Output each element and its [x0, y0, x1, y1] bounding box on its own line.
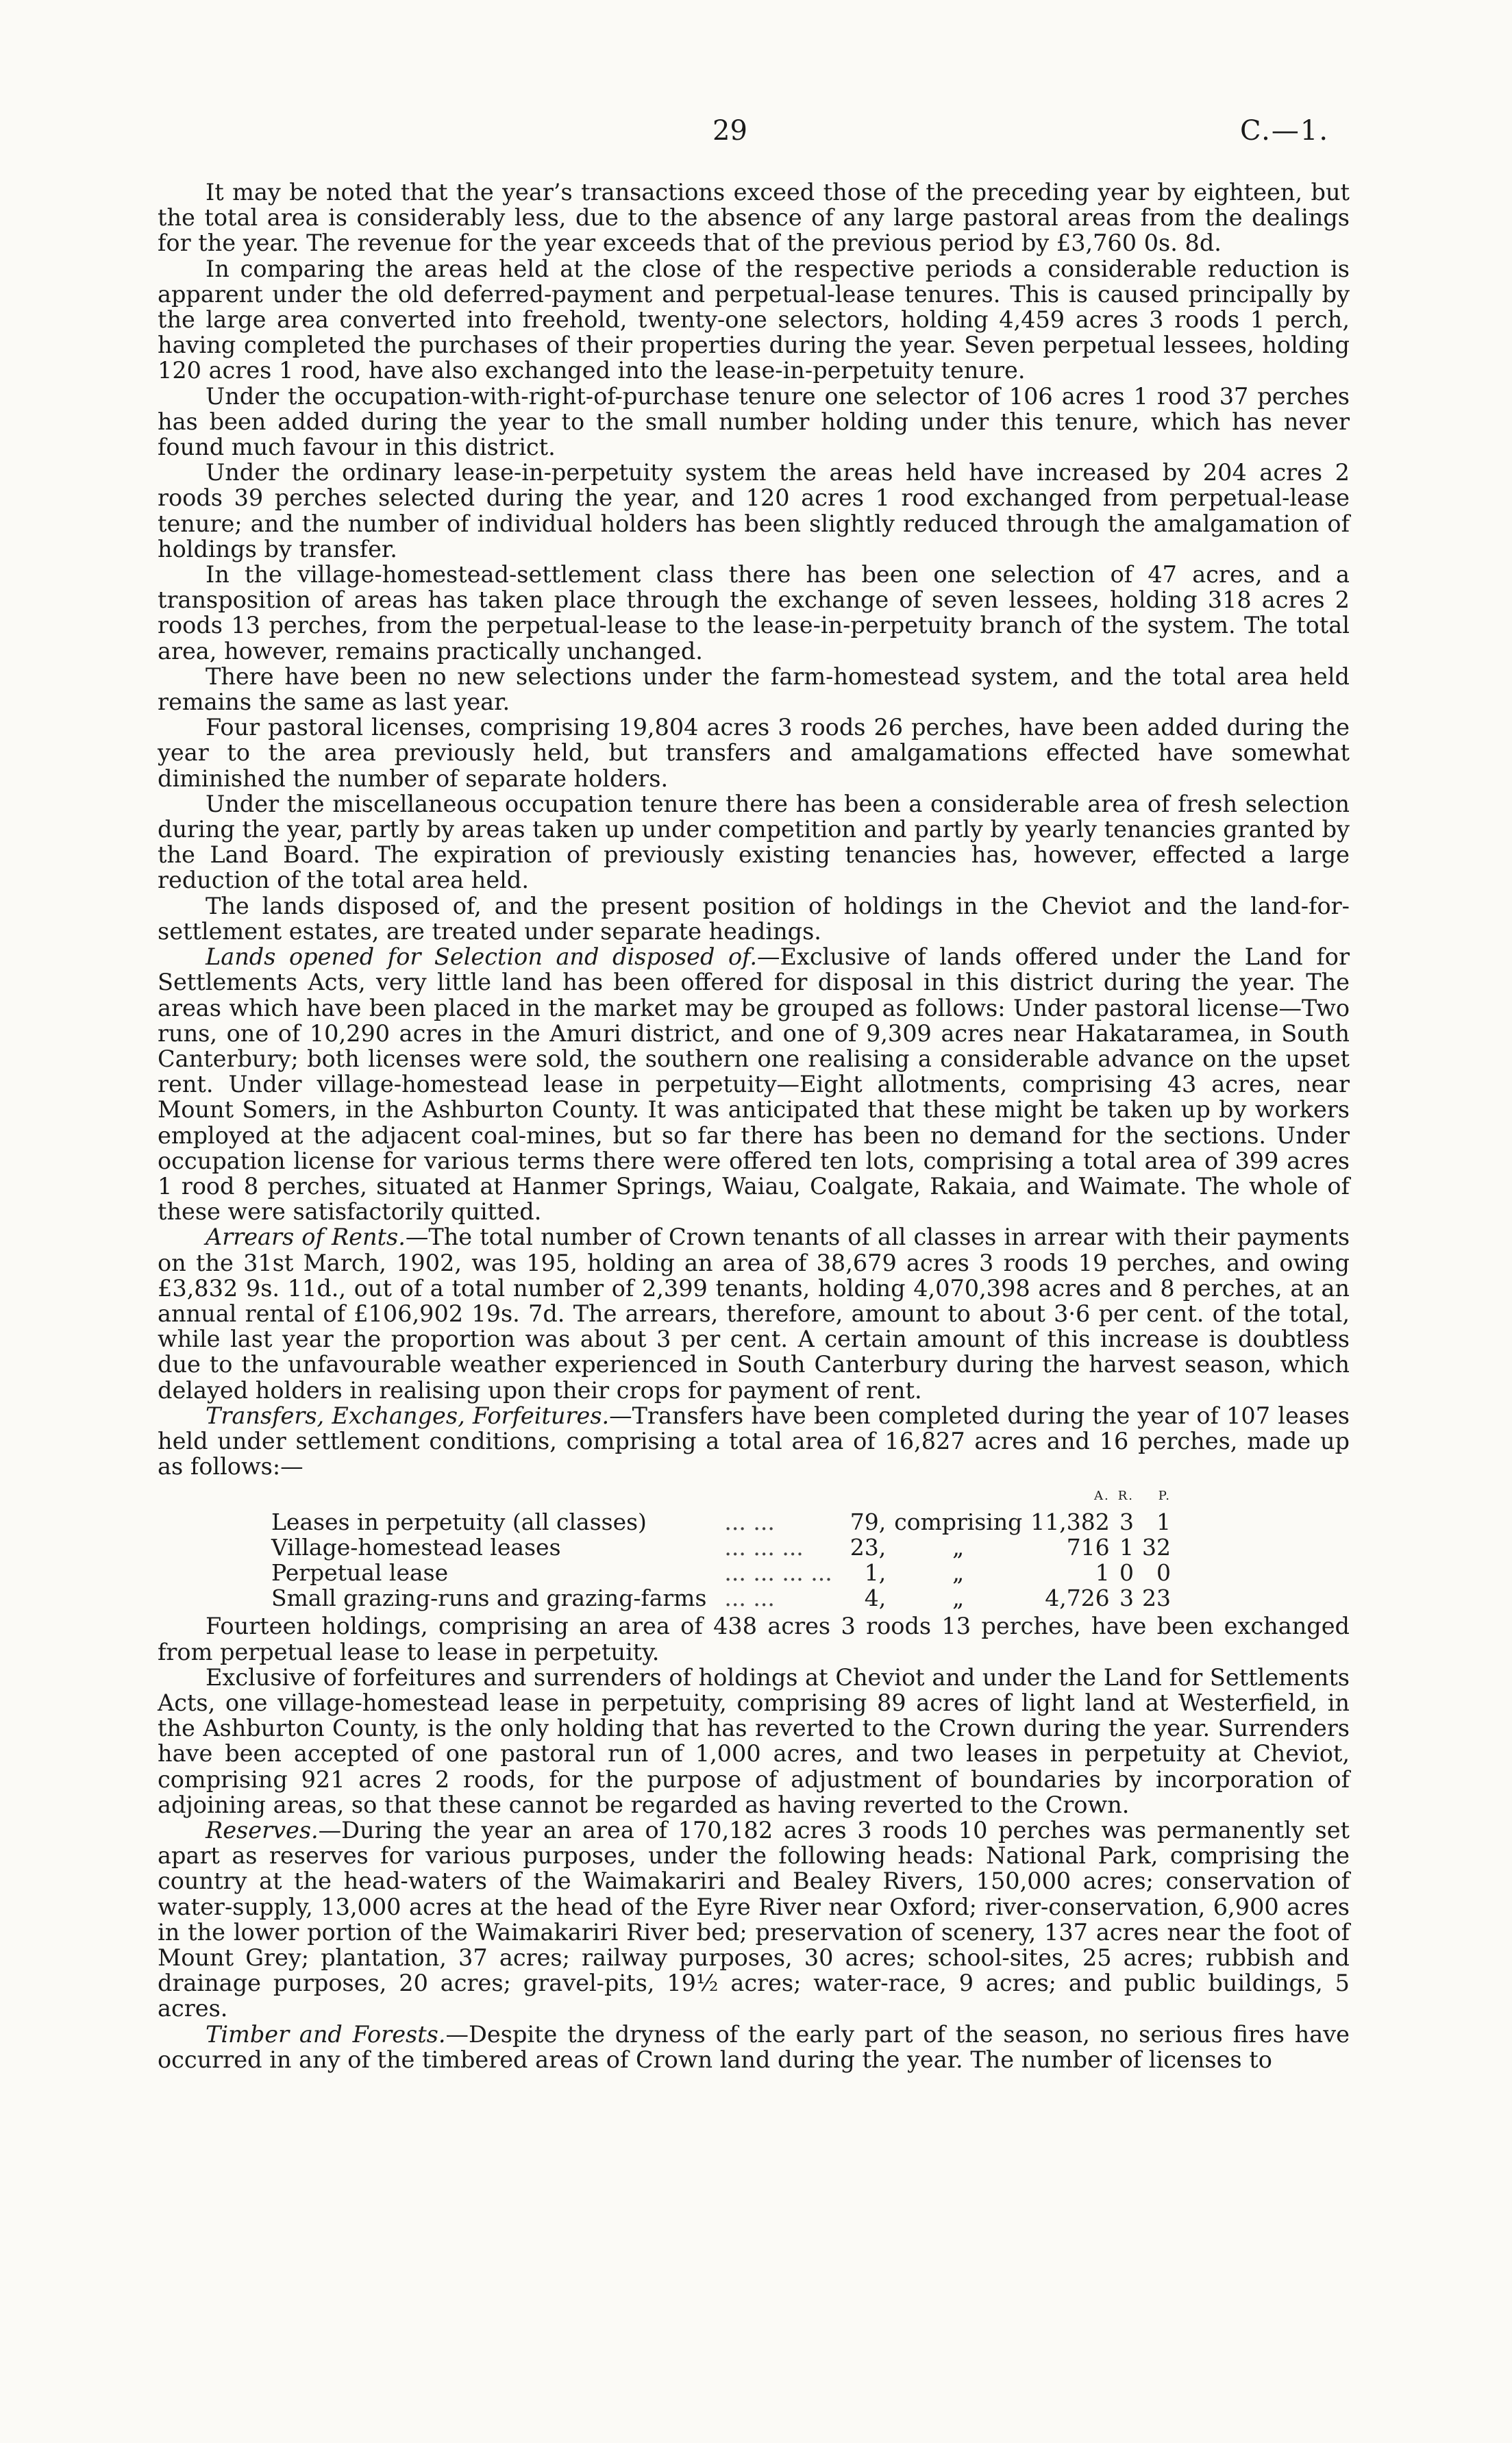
paragraph: There have been no new selections under the farm-homestead system, and the total area held remains the same as last year.	[158, 662, 1350, 716]
paragraph: The lands disposed of, and the present position of holdings in the Cheviot and the land-for-settlement estates, are treated under separate headings.	[158, 892, 1350, 945]
section-text: —Despite the dryness of the early part of the season, no serious fires have occurred in any of the timbered areas of Crown land during the year. The number of licenses to	[158, 2020, 1350, 2073]
row-acres: 11,382	[1030, 1508, 1110, 1535]
paragraph: In the village-homestead-settlement class there has been one selection of 47 acres, and a transposition of areas has taken place through the exchange of seven lessees, holding 318 acres 2 roods 13 perches, from the perpetual-lease to the lease-in-perpetuity branch of the system. The total area, however, remains practically unchanged.	[158, 561, 1350, 665]
row-acres: 716	[1066, 1533, 1110, 1561]
table-row	[267, 1585, 1175, 1611]
leader-dots: ... ... ...	[724, 1533, 804, 1561]
paragraph: Exclusive of forfeitures and surrenders of holdings at Cheviot and under the Land for Settlements Acts, one village-homestead lease in perpetuity, comprising 89 acres of light land at Westerfield, in the Ashburton County, is the only holding that has reverted to the Crown during the year. Surrenders have been accepted of one pastoral run of 1,000 acres, and two leases in perpetuity at Cheviot, comprising 921 acres 2 roods, for the purpose of adjustment of boundaries by incorporation of adjoining areas, so that these cannot be regarded as having reverted to the Crown.	[158, 1663, 1350, 1818]
paragraph: Under the miscellaneous occupation tenure there has been a considerable area of fresh selection during the year, partly by areas taken up under competition and partly by yearly tenancies granted by the Land Board. The expiration of previously existing tenancies has, however, effected a large reduction of the total area held.	[158, 790, 1350, 894]
row-count: 4,	[864, 1585, 887, 1612]
column-acres: A.	[1093, 1489, 1110, 1504]
document-reference: C.—1.	[1240, 115, 1330, 147]
section-text: —Exclusive of lands offered under the Land for Settlements Acts, very little land has been offered for disposal in this district during the year. The areas which have been placed in the market may be grouped as follows: Under pastoral license—Two runs, one of 10,290 acres in the Amuri district, and one of 9,309 acres near Hakataramea, in South Canterbury; both licenses were sold, the southern one realising a considerable advance on the upset rent. Under village-homestead lease in perpetuity—Eight allotments, comprising 43 acres, near Mount Somers, in the Ashburton County. It was anticipated that these might be taken up by workers employed at the adjacent coal-mines, but so far there has been no demand for the sections. Under occupation license for various terms there were offered ten lots, comprising a total area of 399 acres 1 rood 8 perches, situated at Hanmer Springs, Waiau, Coalgate, Rakaia, and Waimate. The whole of these were satisfactorily quitted.	[158, 943, 1350, 1226]
column-perches: P.	[1158, 1489, 1171, 1504]
section-text: —The total number of Crown tenants of all classes in arrear with their payments on the 31st March, 1902, was 195, holding an area of 38,679 acres 3 roods 19 perches, and owing £3,832 9s. 11d., out of a total number of 2,399 tenants, holding 4,070,398 acres and 8 perches, at an annual rental of £106,902 19s. 7d. The arrears, therefore, amount to about 3·6 per cent. of the total, while last year the proportion was about 3 per cent. A certain amount of this increase is doubtless due to the unfavourable weather experienced in South Canterbury during the harvest season, which delayed holders in realising upon their crops for payment of rent.	[158, 1224, 1350, 1404]
row-ditto: „	[952, 1585, 965, 1612]
section-heading: Lands opened for Selection and disposed of.	[206, 943, 757, 971]
lease-transfer-table	[267, 1483, 1175, 1611]
table-row	[267, 1560, 1175, 1585]
paragraph: In comparing the areas held at the close of the respective periods a considerable reduction is apparent under the old deferred-payment and perpetual-lease tenures. This is caused principally by the large area converted into freehold, twenty-one selectors, holding 4,459 acres 3 roods 1 perch, having completed the purchases of their properties during the year. Seven perpetual lessees, holding 120 acres 1 rood, have also exchanged into the lease-in-perpetuity tenure.	[158, 255, 1350, 384]
table-row	[267, 1535, 1175, 1560]
column-roods: R.	[1117, 1489, 1134, 1504]
row-perches: 23	[1141, 1585, 1171, 1612]
leader-dots: ... ...	[724, 1508, 775, 1535]
arrears-section	[158, 1224, 1350, 1402]
row-roods: 1	[1119, 1533, 1134, 1561]
row-perches: 32	[1141, 1533, 1171, 1561]
row-count: 23,	[850, 1533, 887, 1561]
row-acres: 4,726	[1045, 1585, 1110, 1612]
row-roods: 0	[1119, 1559, 1134, 1586]
paragraph: Under the ordinary lease-in-perpetuity system the areas held have increased by 204 acres 2 roods 39 perches selected during the year, and 120 acres 1 rood exchanged from perpetual-lease tenure; and the number of individual holders has been slightly reduced through the amalgamation of holdings by transfer.	[158, 459, 1350, 562]
row-ditto: „	[952, 1559, 965, 1586]
paragraph: Under the occupation-with-right-of-purchase tenure one selector of 106 acres 1 rood 37 perches has been added during the year to the small number holding under this tenure, which has never found much favour in this district.	[158, 382, 1350, 461]
table-header-row	[267, 1483, 1175, 1509]
paragraph: Four pastoral licenses, comprising 19,804 acres 3 roods 26 perches, have been added during the year to the area previously held, but transfers and amalgamations effected have somewhat diminished the number of separate holders.	[158, 714, 1350, 792]
section-heading: Transfers, Exchanges, Forfeitures.	[206, 1402, 610, 1429]
leader-dots: ... ...	[724, 1585, 775, 1612]
row-count: 1,	[864, 1559, 887, 1586]
row-ditto: „	[952, 1533, 965, 1561]
row-comprising: comprising	[894, 1508, 1023, 1535]
section-text: —During the year an area of 170,182 acres 3 roods 10 perches was permanently set apart as reserves for various purposes, under the following heads: National Park, comprising the country at the head-waters of the Waimakariri and Bealey Rivers, 150,000 acres; conservation of water-supply, 13,000 acres at the head of the Eyre River near Oxford; river-conservation, 6,900 acres in the lower portion of the Waimakariri River bed; preservation of scenery, 137 acres near the foot of Mount Grey; plantation, 37 acres; railway purposes, 30 acres; school-sites, 25 acres; rubbish and drainage purposes, 20 acres; gravel-pits, 19½ acres; water-race, 9 acres; and public buildings, 5 acres.	[158, 1817, 1350, 2022]
table-row	[267, 1509, 1175, 1535]
row-perches: 1	[1156, 1508, 1171, 1535]
lands-opened-section	[158, 944, 1350, 1224]
section-heading: Timber and Forests.	[206, 2020, 446, 2048]
timber-section	[158, 2022, 1350, 2072]
body-text	[158, 179, 1350, 2072]
paragraph: Fourteen holdings, comprising an area of 438 acres 3 roods 13 perches, have been exchanged from perpetual lease to lease in perpetuity.	[158, 1613, 1350, 1665]
row-label: Leases in perpetuity (all classes)	[271, 1508, 647, 1535]
section-text: —Transfers have been completed during the year of 107 leases held under settlement conditions, comprising a total area of 16,827 acres and 16 perches, made up as follows:—	[158, 1402, 1350, 1480]
reserves-section	[158, 1818, 1350, 2022]
row-label: Perpetual lease	[271, 1559, 449, 1586]
row-label: Village-homestead leases	[271, 1533, 561, 1561]
leader-dots: ... ... ... ...	[724, 1559, 832, 1586]
section-heading: Arrears of Rents.	[206, 1224, 406, 1251]
row-acres: 1	[1095, 1559, 1110, 1586]
section-heading: Reserves.	[206, 1817, 319, 1844]
row-roods: 3	[1119, 1508, 1134, 1535]
paragraph: It may be noted that the year’s transactions exceed those of the preceding year by eighteen, but the total area is considerably less, due to the absence of any large pastoral areas from the dealings for the year. The revenue for the year exceeds that of the previous period by £3,760 0s. 8d.	[158, 179, 1350, 257]
page-number: 29	[712, 115, 747, 147]
transfers-section	[158, 1403, 1350, 1480]
row-roods: 3	[1119, 1585, 1134, 1612]
row-label: Small grazing-runs and grazing-farms	[271, 1585, 707, 1612]
row-perches: 0	[1156, 1559, 1171, 1586]
page-header	[0, 115, 1512, 156]
row-count: 79,	[850, 1508, 887, 1535]
